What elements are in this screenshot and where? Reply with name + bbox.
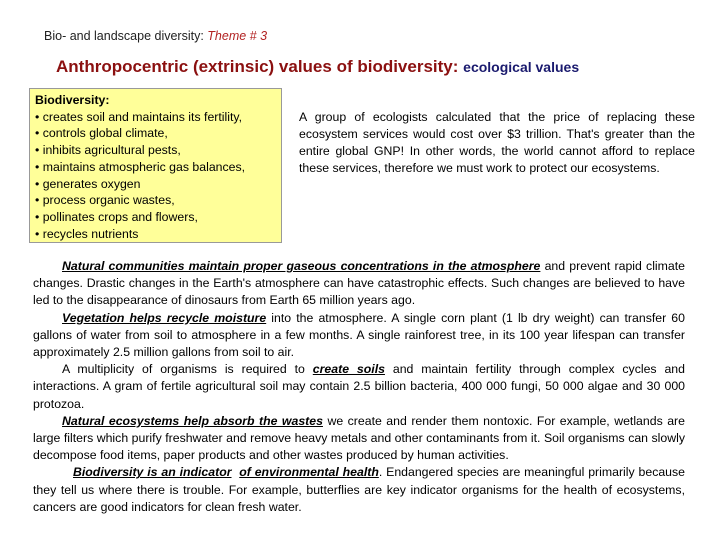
emphasis: create soils xyxy=(312,362,385,377)
emphasis: Vegetation helps recycle moisture xyxy=(62,310,267,325)
list-item: • pollinates crops and flowers, xyxy=(35,209,198,224)
slide-header xyxy=(44,29,267,43)
paragraph-text: A multiplicity of organisms is required to xyxy=(62,362,313,377)
paragraph-text: and prevent rapid climate changes. Drastic changes in the Earth's atmosphere can have catastrophic effects. Such changes are believed to have led to the disappearance of dinosaurs from Earth 65 million years ago. xyxy=(33,259,685,308)
list-item: • inhibits agricultural pests, xyxy=(35,143,181,158)
paragraph-text: we create and render them nontoxic. For example, wetlands are large filters which purify freshwater and remove heavy metals and other contaminants from it. Soil organisms can slowly decompose food items, paper products and other wastes produced by human activities. xyxy=(33,413,685,463)
emphasis: Natural communities maintain proper gaseous concentrations in the atmosphere xyxy=(62,259,541,273)
list-item: • maintains atmospheric gas balances, xyxy=(35,159,246,174)
list-item: • recycles nutrients xyxy=(35,226,139,241)
paragraph-text: and maintain fertility through complex cycles and interactions. A gram of fertile agricultural soil may contain 2.5 billion bacteria, 400 000 fungi, 50 000 algae and 30 000 protozoa. xyxy=(33,362,685,411)
paragraph-text: . Endangered species are meaningful primarily because they tell us where there is trouble. For example, butterflies are key indicator organisms for the health of ecosystems, cancers are good indicators for clean fresh water. xyxy=(33,465,686,514)
service-list xyxy=(35,109,276,243)
paragraph-indicator xyxy=(33,464,685,516)
list-item: • process organic wastes, xyxy=(35,193,175,208)
box-heading: Biodiversity: xyxy=(35,93,110,107)
paragraph-moisture xyxy=(33,310,685,362)
paragraph-text: into the atmosphere. A single corn plant (1 lb dry weight) can transfer 60 gallons of water from soil to atmosphere in a few months. A single rainforest tree, in its 100 year lifespan can transfer approximately 2.5 million gallons from soil to air. xyxy=(33,310,685,360)
emphasis: Natural ecosystems help absorb the wastes xyxy=(62,413,323,428)
title-main: Anthropocentric (extrinsic) values of biodiversity: xyxy=(56,57,459,76)
emphasis: of environmental health xyxy=(239,465,379,480)
list-item: • creates soil and maintains its fertility, xyxy=(35,109,243,124)
body-text xyxy=(33,258,685,516)
replacement-cost-text: A group of ecologists calculated that the price of replacing these ecosystem services would cost over $3 trillion. That's greater than the entire global GNP! In other words, the world cannot afford to replace these services, therefore we must work to protect our ecosystems. xyxy=(299,110,695,175)
paragraph-wastes xyxy=(33,413,685,465)
paragraph-soils xyxy=(33,361,685,413)
biodiversity-box xyxy=(29,88,282,243)
list-item: • generates oxygen xyxy=(35,176,141,191)
title-sub: ecological values xyxy=(463,59,580,75)
theme-label: Theme # 3 xyxy=(207,29,268,43)
emphasis: Biodiversity is an indicator xyxy=(73,465,232,480)
paragraph-atmosphere xyxy=(33,258,685,310)
list-item: • controls global climate, xyxy=(35,126,168,141)
header-prefix: Bio- and landscape diversity: xyxy=(44,29,204,43)
page-title xyxy=(56,57,579,77)
